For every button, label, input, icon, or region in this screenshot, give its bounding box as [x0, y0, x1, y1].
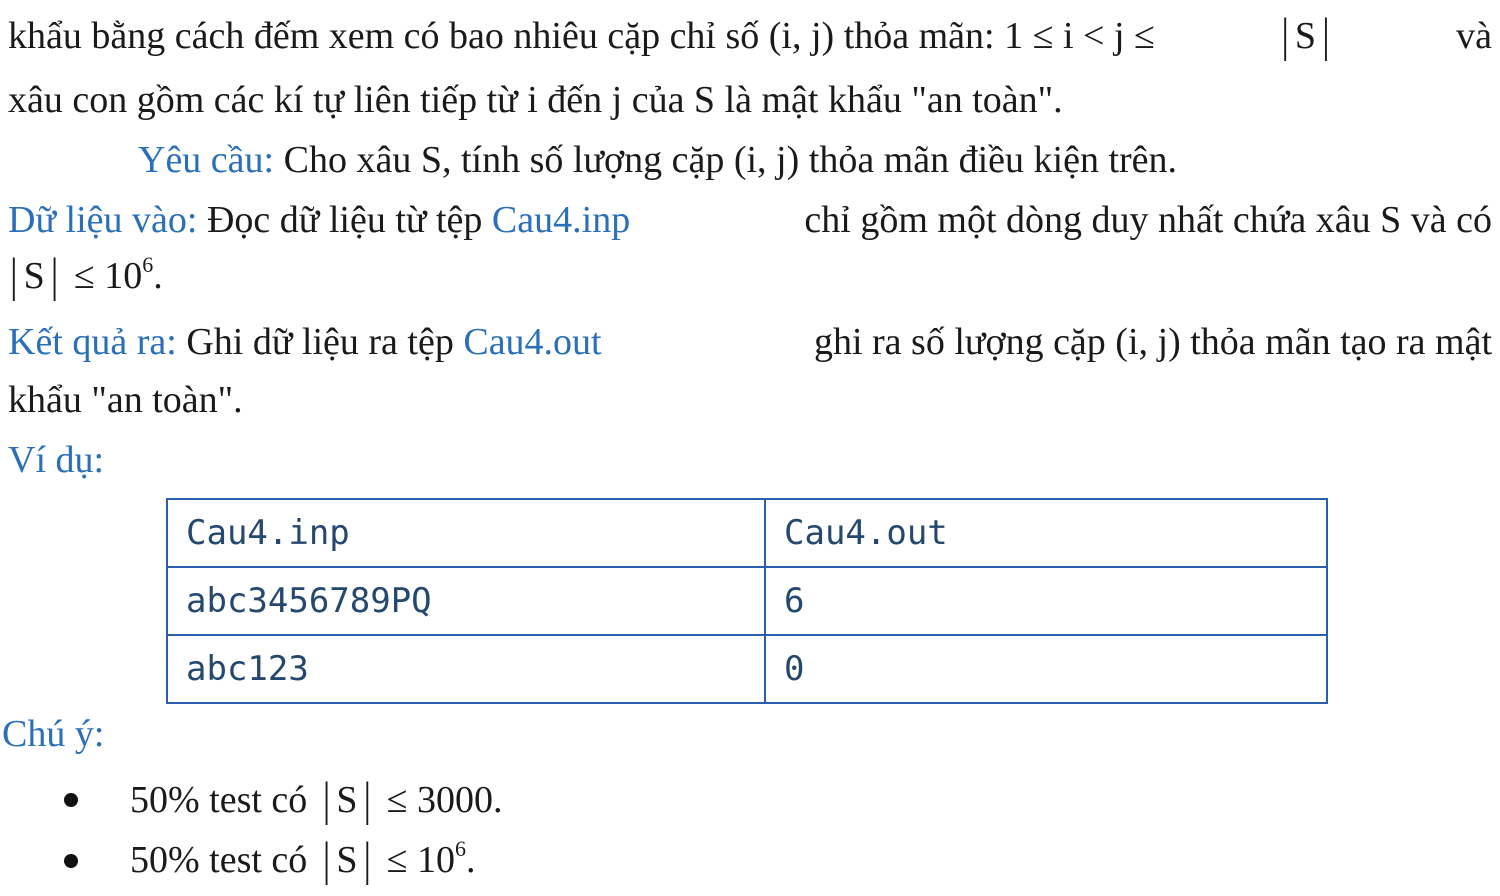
requirement-text: Cho xâu S, tính số lượng cặp (i, j) thỏa mãn điều kiện trên.: [283, 139, 1178, 181]
paragraph-line-1-text: khẩu bằng cách đếm xem có bao nhiêu cặp chỉ số (i, j) thỏa mãn: 1 ≤ i < j ≤: [8, 15, 1155, 57]
table-header-input: Cau4.inp: [167, 499, 765, 567]
table-row: [167, 567, 1327, 635]
note-1-suffix: ≤ 3000.: [386, 779, 503, 821]
table-cell-output: 0: [765, 635, 1327, 703]
paragraph-line-1-end: và: [1456, 15, 1492, 57]
table-header-row: [167, 499, 1327, 567]
output-line-2: khẩu "an toàn".: [8, 379, 243, 421]
input-text-before: Đọc dữ liệu từ tệp: [206, 199, 483, 241]
note-item-2: 50% test có | S | ≤ $10^6$.: [130, 833, 476, 887]
input-constraint: | S | ≤ $10^6$.: [10, 249, 163, 303]
output-filename: Cau4.out: [463, 321, 602, 363]
input-filename: Cau4.inp: [491, 199, 631, 241]
input-constraint-le: ≤ 10: [73, 255, 143, 297]
example-label: Ví dụ:: [8, 439, 105, 481]
example-table: [166, 498, 1328, 704]
table-cell-input: abc3456789PQ: [167, 567, 765, 635]
input-constraint-exp: 6: [142, 252, 154, 277]
bullet-icon: [64, 854, 78, 868]
bullet-icon: [64, 793, 78, 807]
input-label: Dữ liệu vào:: [8, 199, 198, 241]
table-cell-output: 6: [765, 567, 1327, 635]
note-1-S: S: [336, 779, 358, 821]
note-2-suffix: ≤ 10: [386, 839, 456, 881]
input-text-after: chỉ gồm một dòng duy nhất chứa xâu S và có: [804, 199, 1492, 241]
paragraph-line-1: [8, 9, 1492, 63]
requirement: [138, 138, 1177, 182]
table-cell-input: abc123: [167, 635, 765, 703]
output-text-before: Ghi dữ liệu ra tệp: [186, 321, 454, 363]
set-size-S: | S |: [1281, 9, 1330, 63]
note-2-prefix: 50% test có: [130, 839, 308, 881]
input-section: [8, 198, 1492, 242]
input-constraint-end: .: [153, 255, 163, 297]
output-label: Kết quả ra:: [8, 321, 177, 363]
note-2-end: .: [466, 839, 476, 881]
table-header-output: Cau4.out: [765, 499, 1327, 567]
table-row: [167, 635, 1327, 703]
output-section: [8, 320, 1492, 364]
output-text-after: ghi ra số lượng cặp (i, j) thỏa mãn tạo ra mật: [813, 321, 1492, 363]
requirement-label: Yêu cầu:: [138, 139, 275, 181]
note-label: Chú ý:: [2, 713, 105, 755]
note-2-exp: 6: [455, 836, 467, 861]
input-constraint-S: S: [23, 255, 45, 297]
note-2-S: S: [336, 839, 358, 881]
paragraph-line-2: xâu con gồm các kí tự liên tiếp từ i đến j của S là mật khẩu "an toàn".: [8, 79, 1063, 121]
note-1-prefix: 50% test có: [130, 779, 308, 821]
note-item-1: 50% test có | S | ≤ 3000.: [130, 773, 503, 827]
